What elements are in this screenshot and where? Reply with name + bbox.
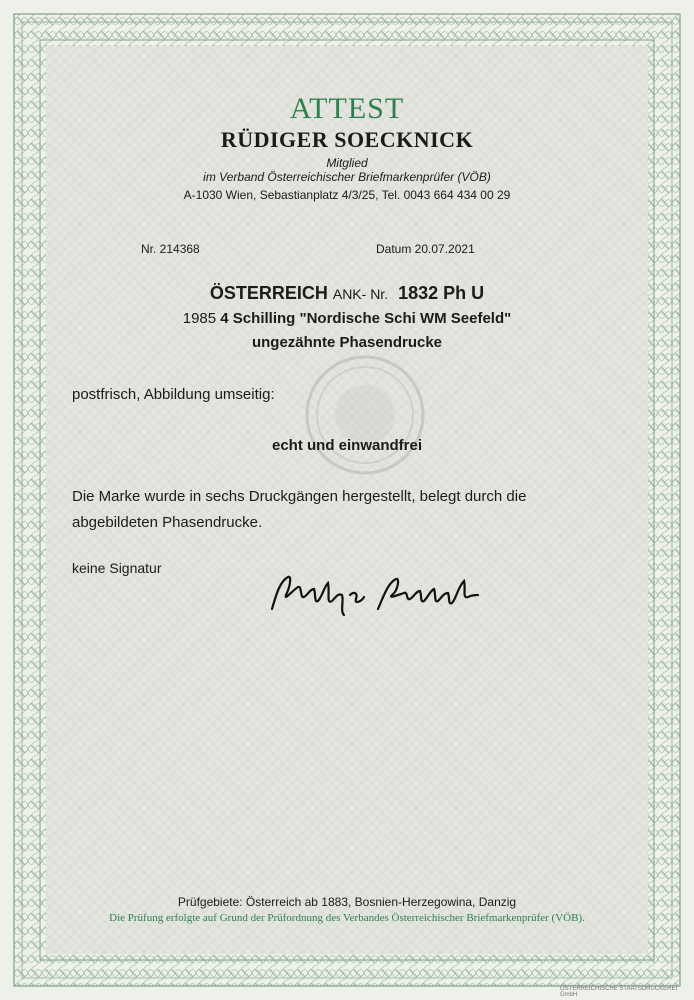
signature-note: keine Signatur (72, 560, 162, 576)
expert-address: A-1030 Wien, Sebastianplatz 4/3/25, Tel. 0043 664 434 00 29 (183, 188, 511, 202)
printer-imprint: ÖSTERREICHISCHE STAATSDRUCKEREI GmbH (560, 986, 678, 998)
stamp-variant: ungezähnte Phasendrucke (251, 334, 443, 351)
production-description: Die Marke wurde in sechs Druckgängen hergestellt, belegt durch die abgebildeten Phasendrucke. (72, 488, 527, 531)
certificate-number: Nr. 214368 (141, 242, 200, 256)
handwritten-signature (258, 565, 488, 625)
examination-regulation: Die Prüfung erfolgte auf Grund der Prüfordnung des Verbandes Österreichischer Briefmarkenprüfer (VÖB). (109, 912, 585, 924)
membership-association: im Verband Österreichischer Briefmarkenprüfer (VÖB) (203, 170, 491, 184)
embossed-seal (300, 350, 430, 480)
catalog-label: ANK- Nr. (332, 286, 389, 302)
membership-label: Mitglied (326, 156, 368, 170)
catalog-number: 1832 Ph U (398, 283, 485, 303)
stamp-description: 4 Schilling "Nordische Schi WM Seefeld" (220, 310, 512, 327)
certificate-date: Datum 20.07.2021 (376, 242, 475, 256)
examination-areas: Prüfgebiete: Österreich ab 1883, Bosnien-Herzegowina, Danzig (177, 895, 517, 909)
stamp-country-line (0, 283, 694, 304)
stamp-description-line (0, 310, 694, 327)
stamp-condition: postfrisch, Abbildung umseitig: (72, 386, 275, 403)
stamp-year: 1985 (182, 310, 217, 327)
certificate-heading: ATTEST (289, 92, 405, 125)
expert-name: RÜDIGER SOECKNICK (220, 127, 474, 152)
verdict: echt und einwandfrei (271, 437, 422, 454)
stamp-country: ÖSTERREICH (209, 283, 328, 303)
